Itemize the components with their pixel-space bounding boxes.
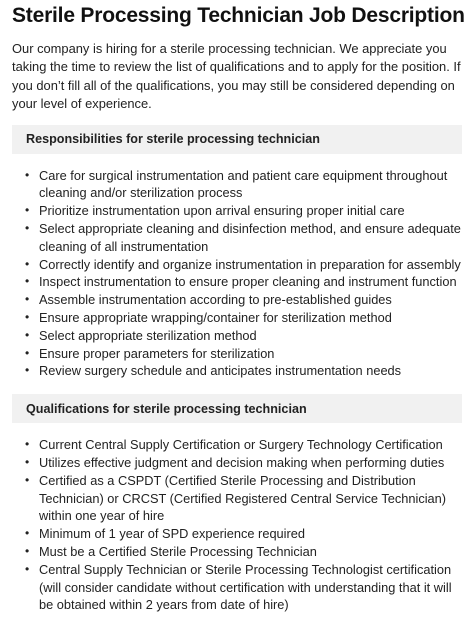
list-item-text: Ensure appropriate wrapping/container for sterilization method bbox=[39, 310, 392, 325]
list-item bbox=[25, 561, 462, 614]
bullet-icon: • bbox=[25, 561, 30, 576]
page-title: Sterile Processing Technician Job Description bbox=[12, 4, 465, 27]
list-item-text: Current Central Supply Certification or Surgery Technology Certification bbox=[39, 437, 443, 453]
list-item-text: Utilizes effective judgment and decision making when performing duties bbox=[39, 454, 445, 470]
list-item bbox=[25, 362, 462, 380]
bullet-icon: • bbox=[25, 221, 30, 236]
bullet-icon: • bbox=[25, 345, 30, 360]
qualifications-section bbox=[12, 394, 462, 614]
bullet-icon: • bbox=[25, 203, 30, 218]
bullet-icon: • bbox=[25, 437, 30, 452]
list-item bbox=[25, 436, 462, 454]
list-item bbox=[25, 256, 462, 274]
responsibilities-section bbox=[12, 125, 462, 381]
bullet-icon: • bbox=[25, 310, 30, 324]
list-item bbox=[25, 273, 462, 291]
list-item bbox=[25, 472, 462, 525]
list-item-text: Select appropriate cleaning and disinfection method, and ensure adequate cleaning of all instrumentation bbox=[39, 221, 461, 254]
list-item-text: Ensure proper parameters for sterilization bbox=[39, 345, 275, 361]
list-item-text: Prioritize instrumentation upon arrival ensuring proper initial care bbox=[39, 203, 405, 219]
list-item bbox=[25, 309, 462, 327]
list-item-text: Select appropriate sterilization method bbox=[39, 327, 257, 343]
responsibilities-heading: Responsibilities for sterile processing technician bbox=[12, 125, 462, 154]
list-item-text: Review surgery schedule and anticipates instrumentation needs bbox=[39, 363, 402, 379]
qualifications-list bbox=[12, 436, 462, 614]
intro-paragraph: Our company is hiring for a sterile processing technician. We appreciate you taking the time to review the list of qualifications and to apply for the position. If you don’t fill all of the qualifications, you may still be considered depending on your level of experience. bbox=[12, 41, 461, 112]
list-item bbox=[25, 543, 462, 561]
list-item bbox=[25, 202, 462, 220]
bullet-icon: • bbox=[25, 167, 30, 182]
list-item-text: Inspect instrumentation to ensure proper cleaning and instrument function bbox=[39, 274, 457, 290]
list-item bbox=[25, 327, 462, 345]
list-item bbox=[25, 220, 462, 256]
qualifications-heading: Qualifications for sterile processing technician bbox=[12, 394, 462, 423]
list-item-text: Certified as a CSPDT (Certified Sterile Processing and Distribution Technician) or CRCST (Certified Registered Central Service Technician) within one year of hire bbox=[39, 472, 447, 524]
bullet-icon: • bbox=[25, 472, 30, 487]
bullet-icon: • bbox=[25, 274, 30, 289]
list-item-text: Central Supply Technician or Sterile Processing Technologist certification (will consider candidate without certification with understanding that it will be obtained within 2 years from date of hire) bbox=[39, 561, 452, 613]
list-item bbox=[25, 345, 462, 363]
bullet-icon: • bbox=[25, 363, 30, 378]
bullet-icon: • bbox=[25, 256, 30, 271]
responsibilities-list bbox=[12, 167, 462, 381]
list-item-text: Must be a Certified Sterile Processing Technician bbox=[39, 543, 317, 559]
list-item-text: Minimum of 1 year of SPD experience required bbox=[39, 526, 306, 542]
bullet-icon: • bbox=[25, 543, 30, 558]
bullet-icon: • bbox=[25, 292, 30, 307]
list-item bbox=[25, 167, 462, 203]
bullet-icon: • bbox=[25, 526, 30, 541]
bullet-icon: • bbox=[25, 327, 30, 342]
list-item bbox=[25, 454, 462, 472]
list-item-text: Correctly identify and organize instrumentation in preparation for assembly bbox=[39, 256, 461, 272]
bullet-icon: • bbox=[25, 454, 30, 469]
list-item bbox=[25, 291, 462, 309]
list-item-text: Assemble instrumentation according to pre-established guides bbox=[39, 292, 392, 308]
list-item bbox=[25, 525, 462, 543]
list-item-text: Care for surgical instrumentation and patient care equipment throughout cleaning and/or sterilization process bbox=[39, 167, 448, 201]
